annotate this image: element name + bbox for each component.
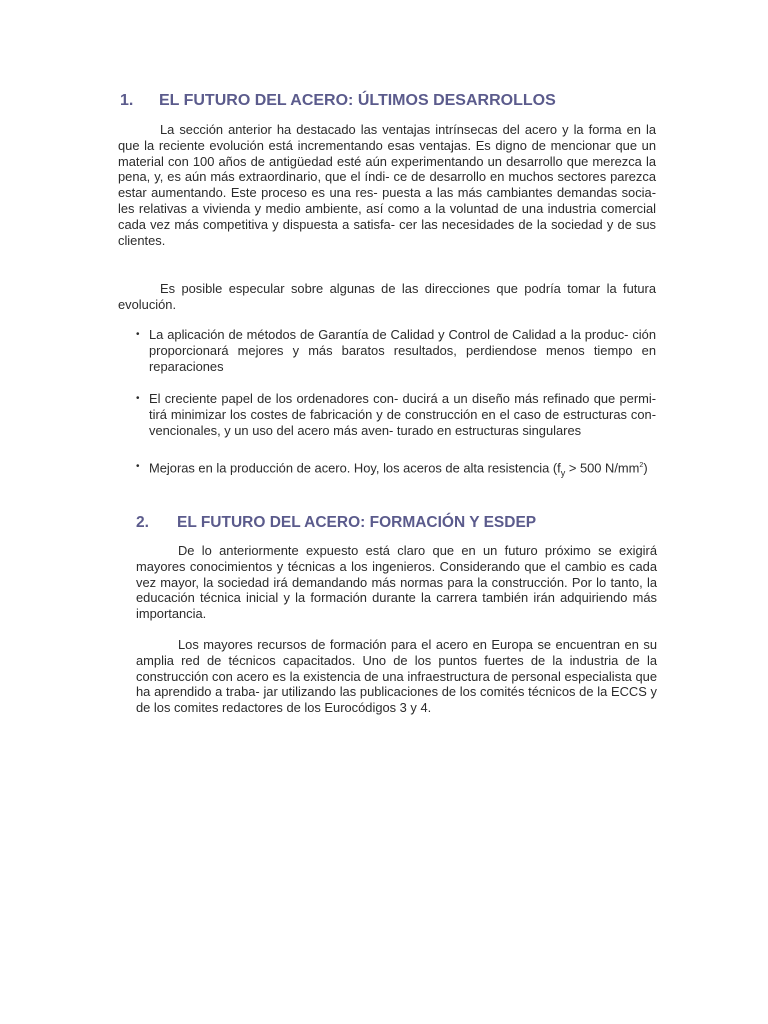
section-2-paragraph-1-text: De lo anteriormente expuesto está claro que en un futuro próximo se exigirá mayores conocimientos y técnicas a los ingenieros. Considerando que el cambio es cada vez mayor, la sociedad irá demandando más normas para la construcción. Por lo tanto, la educación técnica inicial y la formación durante la carrera también irán adquiriendo más importancia.	[136, 543, 657, 622]
bullet-3-superscript: 2	[639, 461, 644, 469]
section-2-paragraph-2-text: Los mayores recursos de formación para el acero en Europa se encuentran en su amplia red de técnicos capacitados. Uno de los puntos fuertes de la industria de la construcción con acero es la existencia de una infraestructura de personal especialista que ha aprendido a traba- jar utilizando las publicaciones de los comités técnicos de la ECCS y de los comites redactores de los Eurocódigos 3 y 4.	[136, 637, 657, 716]
section-1-paragraph-2	[118, 281, 656, 313]
bullet-1-text: La aplicación de métodos de Garantía de Calidad y Control de Calidad a la produc- ción proporcionará mejores y más baratos resultados, perdiendose menos tiempo en reparaciones	[149, 327, 656, 374]
bullet-2-text: El creciente papel de los ordenadores con- ducirá a un diseño más refinado que permi- tirá minimizar los costes de fabricación y de construcción en el caso de estructuras con- vencionales, y un uso del acero más aven- turado en estructuras singulares	[149, 391, 656, 438]
section-2-paragraph-2	[136, 637, 657, 716]
section-1-bullet-list	[134, 327, 656, 483]
section-2-title: EL FUTURO DEL ACERO: FORMACIÓN Y ESDEP	[177, 514, 537, 531]
bullet-icon: •	[136, 329, 140, 340]
section-2-paragraph-1	[136, 543, 657, 622]
section-1-paragraph-2-text: Es posible especular sobre algunas de las direcciones que podría tomar la futura evolución.	[118, 281, 656, 312]
list-item	[134, 391, 656, 438]
bullet-3-subscript: y	[560, 467, 566, 478]
section-1-paragraph-1	[118, 122, 656, 248]
bullet-icon: •	[136, 460, 140, 472]
bullet-3-text: Mejoras en la producción de acero. Hoy, los aceros de alta resistencia (f	[149, 460, 561, 476]
section-2-heading	[136, 514, 536, 532]
list-item	[134, 456, 656, 483]
section-1-heading	[120, 92, 556, 110]
bullet-3-close: )	[643, 460, 648, 476]
section-2-number: 2.	[136, 514, 149, 531]
section-1-title: EL FUTURO DEL ACERO: ÚLTIMOS DESARROLLOS	[159, 92, 556, 109]
list-item	[134, 327, 656, 374]
section-1-number: 1.	[120, 92, 134, 109]
section-1-paragraph-1-text: La sección anterior ha destacado las ventajas intrínsecas del acero y la forma en la que la reciente evolución está incrementando esas ventajas. Es digno de mencionar que un material con 100 años de antigüedad esté aún experimentando un desarrollo que merezca la pena, y, es aún más extraordinario, que el índi- ce de desarrollo en muchos sectores parezca estar aumentando. Este proceso es una res- puesta a las más cambiantes demandas socia- les relativas a vivienda y medio ambiente, así como a la voluntad de una industria comercial cada vez más competitiva y dispuesta a satisfa- cer las necesidades de la sociedad y de sus clientes.	[118, 122, 656, 248]
bullet-3-value: > 500 N/mm	[565, 460, 640, 476]
bullet-icon: •	[136, 393, 140, 405]
